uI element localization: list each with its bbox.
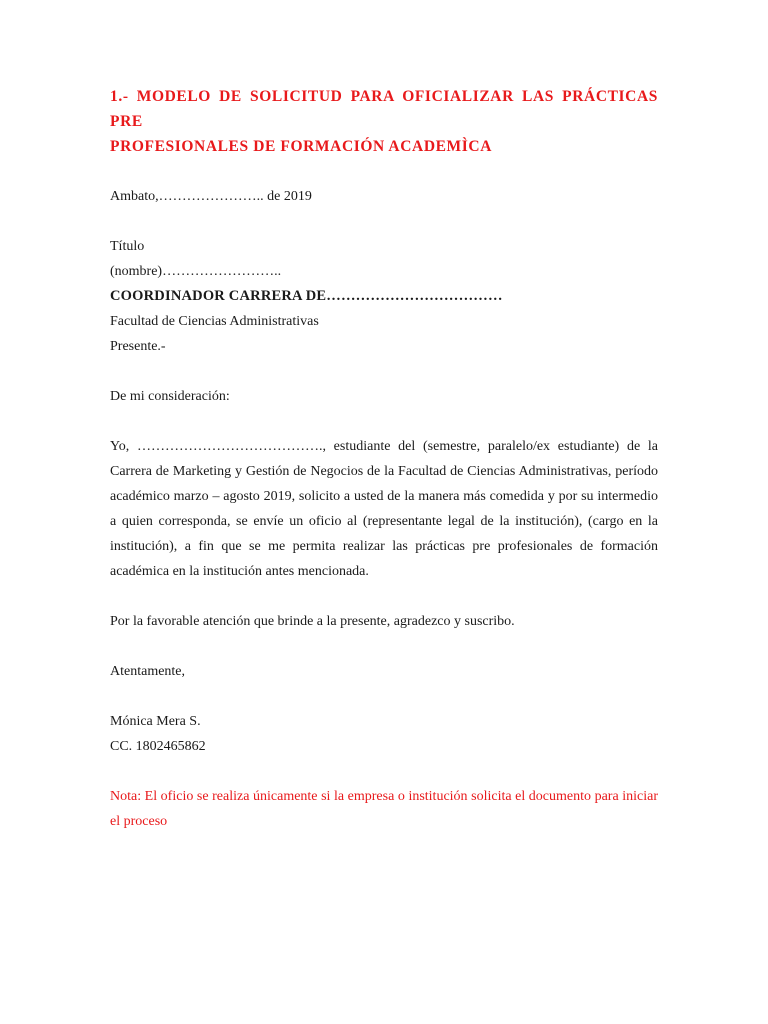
body-paragraph: Yo, …………………………………., estudiante del (semestre, paralelo/ex estudiante) de la Carrera de Marketing y Gestión de Negocios de la Facultad de Ciencias Administrativas, período académico marzo – agosto 2019, solicito a usted de la manera más comedida y por su intermedio a quien corresponda, se envíe un oficio al (representante legal de la institución), (cargo en la institución), a fin que se me permita realizar las prácticas pre profesionales de formación académica en la institución antes mencionada. xyxy=(110,439,658,579)
signature-name: Mónica Mera S. xyxy=(110,714,201,729)
date-line: Ambato,………………….. de 2019 xyxy=(110,189,312,204)
document-heading xyxy=(110,84,658,159)
recipient-name: (nombre)…………………….. xyxy=(110,264,282,279)
recipient-coordinator: COORDINADOR CARRERA DE……………………………… xyxy=(110,288,503,304)
heading-line-1: 1.- MODELO DE SOLICITUD PARA OFICIALIZAR LAS PRÁCTICAS PRE xyxy=(110,88,658,130)
salutation: De mi consideración: xyxy=(110,389,230,404)
note-paragraph: Nota: El oficio se realiza únicamente si la empresa o institución solicita el documento para iniciar el proceso xyxy=(110,789,658,829)
signature-block xyxy=(110,709,658,759)
recipient-present: Presente.- xyxy=(110,339,166,354)
signature-id: CC. 1802465862 xyxy=(110,739,206,754)
closing-text: Por la favorable atención que brinde a la presente, agradezco y suscribo. xyxy=(110,614,515,629)
recipient-block xyxy=(110,234,658,359)
recipient-faculty: Facultad de Ciencias Administrativas xyxy=(110,314,319,329)
document-page xyxy=(110,84,658,834)
heading-line-2: PROFESIONALES DE FORMACIÓN ACADEMÌCA xyxy=(110,138,492,155)
closing-salutation: Atentamente, xyxy=(110,664,186,679)
recipient-title: Título xyxy=(110,239,145,254)
